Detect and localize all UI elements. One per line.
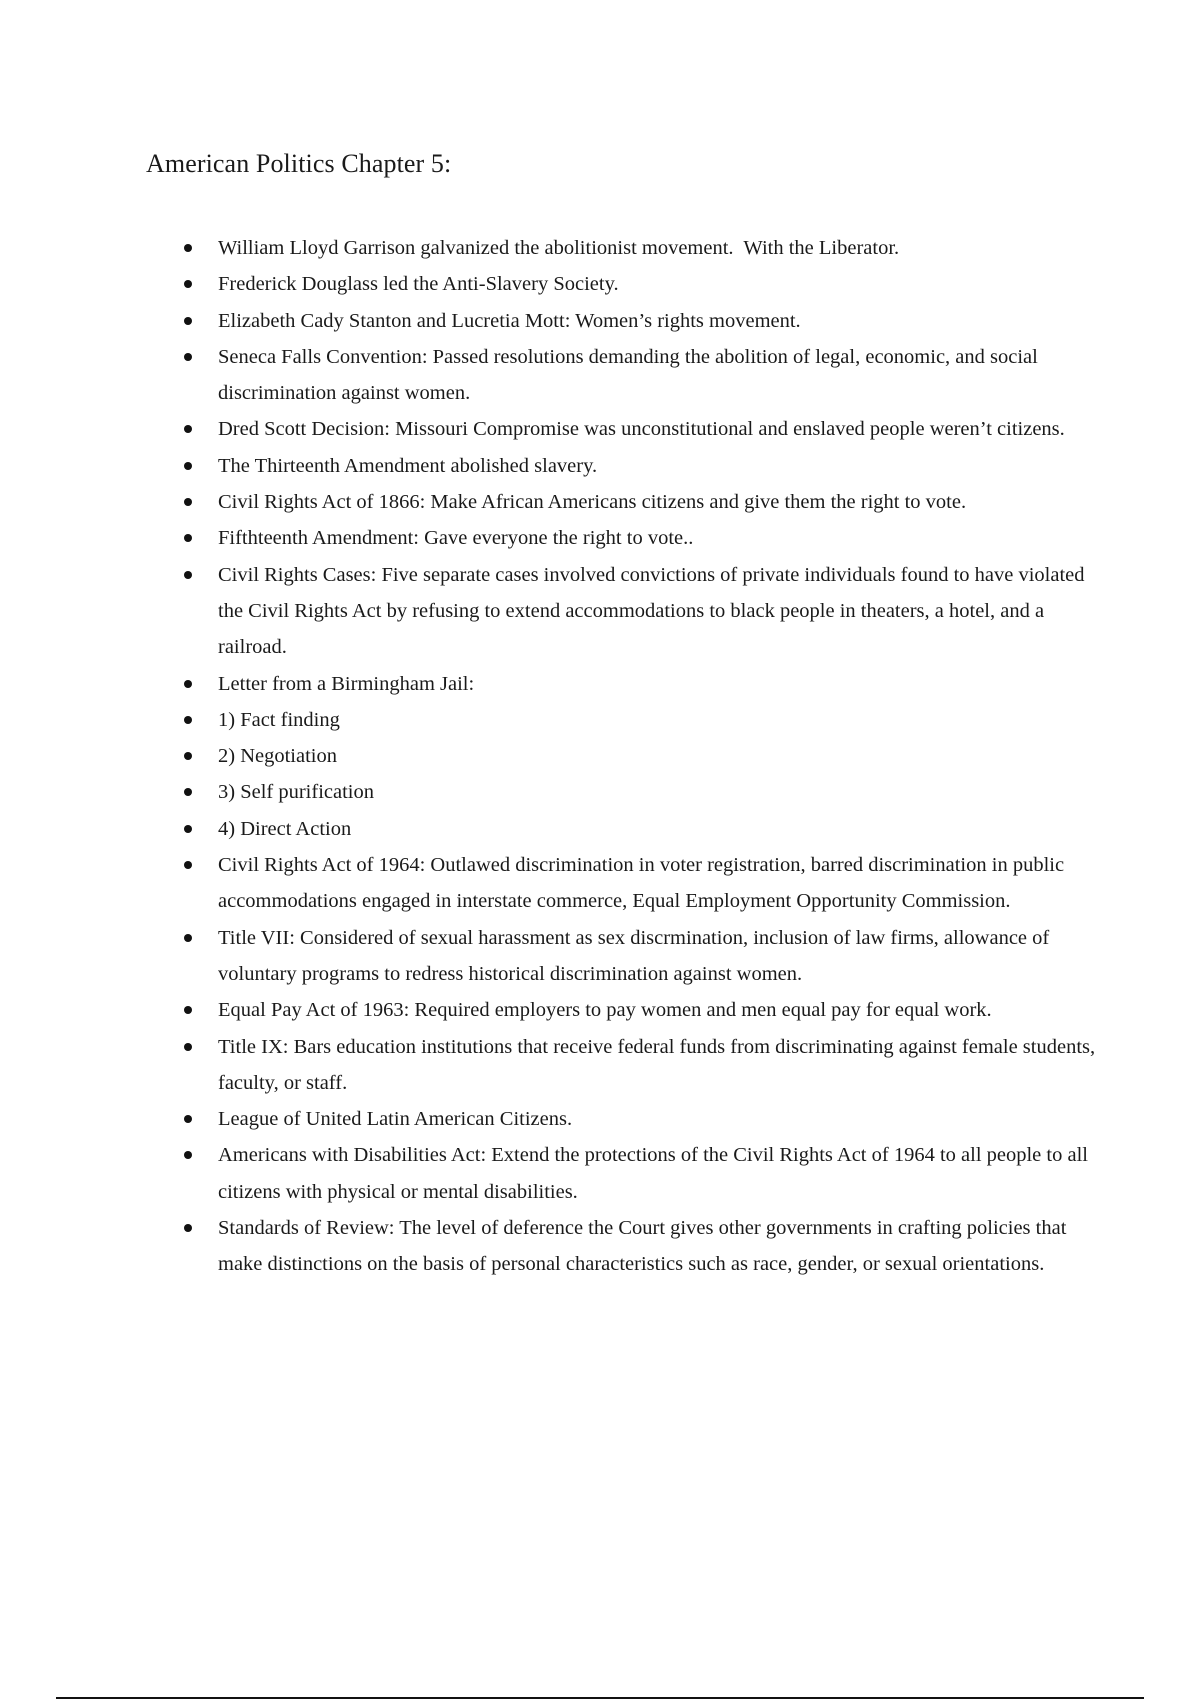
list-item [178, 230, 1098, 266]
list-item [178, 266, 1098, 302]
list-item-text: Frederick Douglass led the Anti-Slavery Society. [218, 273, 619, 296]
list-item-text: Standards of Review: The level of deference the Court gives other governments in crafting policies that make distinctions on the basis of personal characteristics such as race, gender, or sexual orientations. [218, 1217, 1072, 1276]
list-item-text: 4) Direct Action [218, 817, 352, 840]
list-item [178, 1210, 1098, 1283]
bullet-icon [184, 716, 192, 724]
bullet-icon [184, 353, 192, 361]
bullet-icon [184, 571, 192, 579]
list-item [178, 448, 1098, 484]
list-item [178, 303, 1098, 339]
list-item [178, 738, 1098, 774]
list-item-text: Americans with Disabilities Act: Extend the protections of the Civil Rights Act of 1964 to all people to all citizens with physical or mental disabilities. [218, 1144, 1094, 1203]
list-item-text: Equal Pay Act of 1963: Required employers to pay women and men equal pay for equal work. [218, 999, 992, 1022]
list-item-text: Letter from a Birmingham Jail: [218, 672, 475, 695]
list-item [178, 847, 1098, 920]
list-item [178, 1137, 1098, 1210]
list-item-text: Title IX: Bars education institutions that receive federal funds from discriminating against female students, faculty, or staff. [218, 1035, 1101, 1094]
list-item-text: 2) Negotiation [218, 745, 337, 768]
list-item [178, 1029, 1101, 1102]
bullet-icon [184, 680, 192, 688]
bullet-icon [184, 1115, 192, 1123]
list-item [178, 811, 1098, 847]
bullet-icon [184, 425, 192, 433]
list-item-text: Civil Rights Cases: Five separate cases involved convictions of private individuals found to have violated the Civil Rights Act by refusing to extend accommodations to black people in theaters, a hotel, and a railroad. [218, 563, 1090, 659]
list-item-text: 1) Fact finding [218, 708, 340, 731]
bullet-icon [184, 788, 192, 796]
bullet-icon [184, 934, 192, 942]
list-item-text: Civil Rights Act of 1964: Outlawed discrimination in voter registration, barred discrimination in public accommodations engaged in interstate commerce, Equal Employment Opportunity Commission. [218, 854, 1070, 913]
bullet-icon [184, 1224, 192, 1232]
notes-list [178, 230, 1101, 1283]
list-item-text: Fifthteenth Amendment: Gave everyone the right to vote.. [218, 527, 694, 550]
list-item-text: Title VII: Considered of sexual harassment as sex discrmination, inclusion of law firms, allowance of voluntary programs to redress historical discrimination against women. [218, 926, 1055, 985]
bullet-icon [184, 752, 192, 760]
list-item [178, 666, 1098, 702]
list-item-text: Seneca Falls Convention: Passed resolutions demanding the abolition of legal, economic, and social discrimination against women. [218, 345, 1043, 405]
bullet-icon [184, 534, 192, 542]
list-item-text: League of United Latin American Citizens. [218, 1108, 573, 1131]
bullet-icon [184, 317, 192, 325]
list-item-text: Civil Rights Act of 1866: Make African Americans citizens and give them the right to vote. [218, 491, 967, 514]
bullet-icon [184, 825, 192, 833]
list-item [178, 557, 1098, 666]
list-item [178, 992, 1098, 1028]
list-item [178, 411, 1098, 447]
list-item-text: William Lloyd Garrison galvanized the abolitionist movement. With the Liberator. [218, 237, 900, 259]
bullet-icon [184, 861, 192, 869]
list-item [178, 920, 1098, 993]
list-item-text: Dred Scott Decision: Missouri Compromise was unconstitutional and enslaved people weren’t citizens. [218, 418, 1065, 441]
list-item [178, 520, 1098, 556]
bullet-icon [184, 498, 192, 506]
list-item [178, 1101, 1098, 1137]
bullet-icon [184, 244, 192, 252]
list-item-text: 3) Self purification [218, 781, 374, 804]
list-item-text: Elizabeth Cady Stanton and Lucretia Mott: Women’s rights movement. [218, 309, 801, 332]
list-item [178, 702, 1098, 738]
page-bottom-divider [56, 1697, 1144, 1699]
bullet-icon [184, 462, 192, 470]
bullet-icon [184, 1006, 192, 1014]
list-item [178, 484, 1098, 520]
list-item [178, 774, 1098, 810]
bullet-icon [184, 1151, 192, 1159]
bullet-icon [184, 1043, 192, 1051]
bullet-icon [184, 280, 192, 288]
list-item [178, 339, 1098, 412]
list-item-text: The Thirteenth Amendment abolished slavery. [218, 454, 598, 477]
page-title: American Politics Chapter 5: [146, 149, 452, 178]
